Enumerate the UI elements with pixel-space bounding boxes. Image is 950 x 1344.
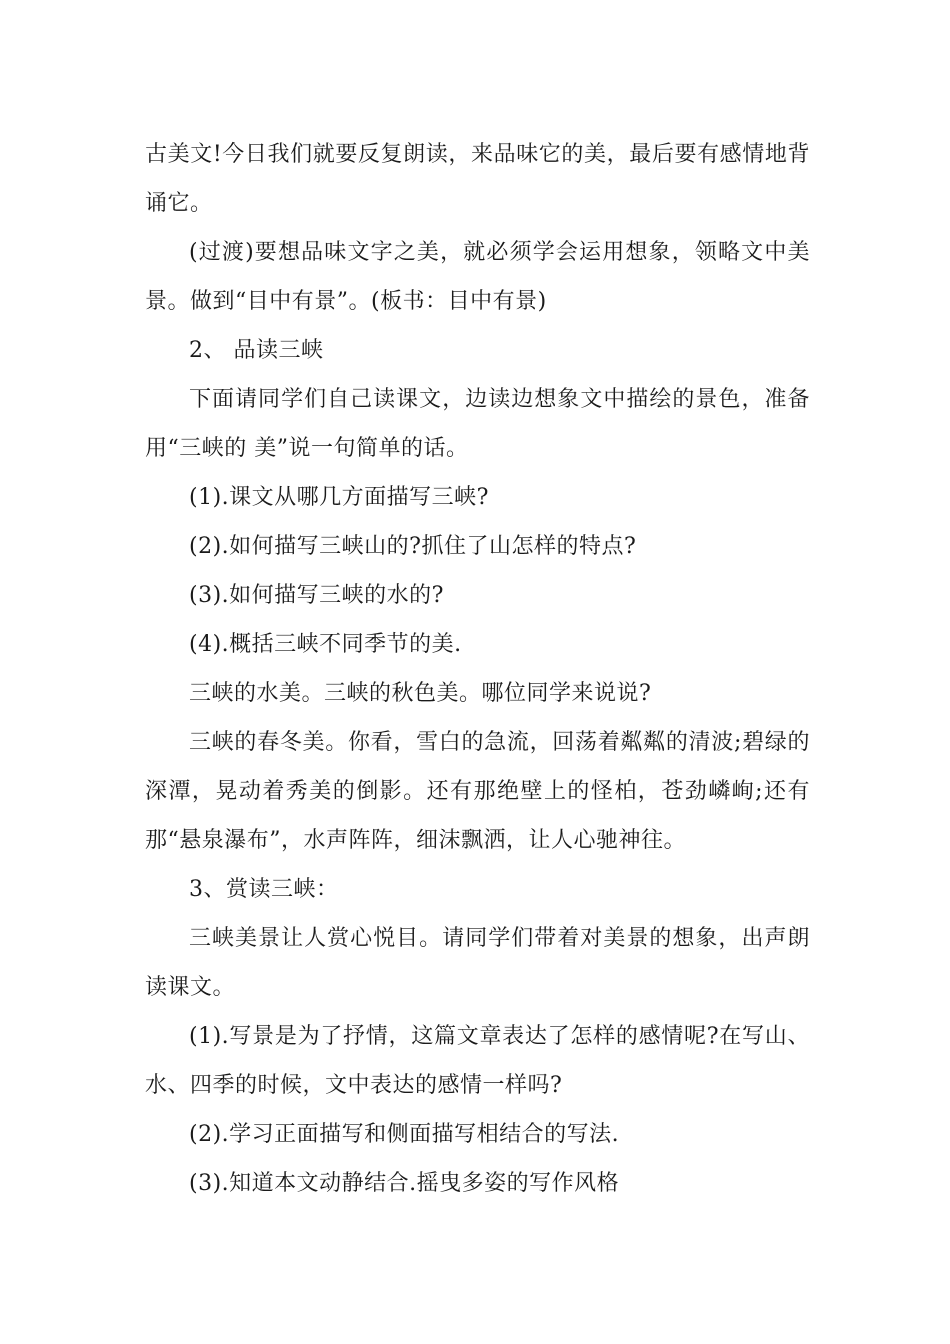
- paragraph-water-autumn: 三峡的水美。三峡的秋色美。哪位同学来说说?: [189, 681, 652, 706]
- section-heading-2: 2、 品读三峡: [189, 338, 324, 363]
- task-3: (3).知道本文动静结合.摇曳多姿的写作风格: [189, 1171, 620, 1196]
- paragraph-reading-instruction: 下面请同学们自己读课文，边读边想象文中描绘的景色，准备用“三峡的 美”说一句简单的话。: [145, 387, 810, 461]
- document-body: [145, 130, 810, 1208]
- task-1: (1).写景是为了抒情，这篇文章表达了怎样的感情呢?在写山、水、四季的时候，文中表达的感情一样吗?: [145, 1024, 810, 1098]
- question-1: (1).课文从哪几方面描写三峡?: [189, 485, 489, 510]
- paragraph-transition: (过渡)要想品味文字之美，就必须学会运用想象，领略文中美景。做到“目中有景”。(板书：目中有景): [145, 240, 810, 314]
- question-3: (3).如何描写三峡的水的?: [189, 583, 444, 608]
- section-heading-3: 3、赏读三峡：: [189, 877, 339, 902]
- paragraph-aloud-reading: 三峡美景让人赏心悦目。请同学们带着对美景的想象，出声朗读课文。: [145, 926, 810, 1000]
- question-4: (4).概括三峡不同季节的美.: [189, 632, 462, 657]
- paragraph-spring-winter: 三峡的春冬美。你看，雪白的急流，回荡着粼粼的清波;碧绿的深潭，晃动着秀美的倒影。还有那绝壁上的怪柏，苍劲嶙峋;还有那“悬泉瀑布”，水声阵阵，细沫飘洒，让人心驰神往。: [145, 730, 810, 853]
- question-2: (2).如何描写三峡山的?抓住了山怎样的特点?: [189, 534, 637, 559]
- task-2: (2).学习正面描写和侧面描写相结合的写法.: [189, 1122, 620, 1147]
- paragraph-intro-continued: 古美文!今日我们就要反复朗读，来品味它的美，最后要有感情地背诵它。: [145, 142, 810, 216]
